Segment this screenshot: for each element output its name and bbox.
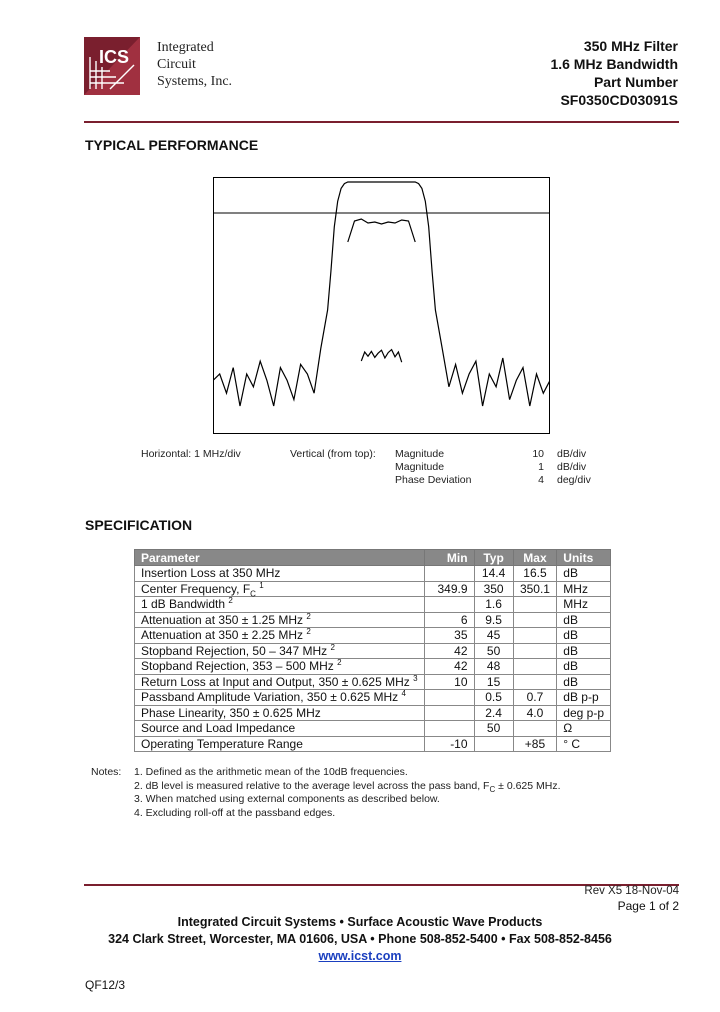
table-row <box>135 643 611 659</box>
footer-company-line: Integrated Circuit Systems • Surface Acoustic Wave Products <box>177 915 543 929</box>
min-cell: 42 <box>424 659 474 675</box>
min-cell: 35 <box>424 628 474 644</box>
column-header: Units <box>557 550 611 566</box>
units-cell: deg p-p <box>557 705 611 721</box>
table-row <box>135 721 611 737</box>
max-cell: 4.0 <box>513 705 557 721</box>
legend-horizontal: Horizontal: 1 MHz/div <box>141 448 241 460</box>
note-item: 4. Excluding roll-off at the passband edges. <box>134 806 336 819</box>
param-cell: Center Frequency, $F_C$ $^1$ <box>135 581 425 597</box>
footer-address-line: 324 Clark Street, Worcester, MA 01606, USA • Phone 508-852-5400 • Fax 508-852-8456 <box>108 932 612 946</box>
min-cell <box>424 705 474 721</box>
table-row <box>135 597 611 613</box>
revision-info <box>584 885 679 897</box>
notes-label: Notes: <box>91 766 122 778</box>
min-cell <box>424 597 474 613</box>
units-cell: Ω <box>557 721 611 737</box>
max-cell <box>513 597 557 613</box>
param-cell: Stopband Rejection, 50 – 347 MHz $^2$ <box>135 643 425 659</box>
param-cell: 1 dB Bandwidth $^2$ <box>135 597 425 613</box>
typ-cell: 50 <box>474 721 513 737</box>
legend-row-unit: dB/div <box>557 448 587 460</box>
company-line-3: Systems, Inc. <box>157 74 233 89</box>
min-cell: -10 <box>424 736 474 752</box>
document-title <box>550 37 678 109</box>
units-cell: dB <box>557 628 611 644</box>
units-cell: dB <box>557 674 611 690</box>
units-cell: dB <box>557 643 611 659</box>
max-cell: 16.5 <box>513 566 557 582</box>
max-cell <box>513 643 557 659</box>
table-row <box>135 705 611 721</box>
typ-cell: 9.5 <box>474 612 513 628</box>
title-line-4: SF0350CD03091S <box>560 92 678 108</box>
typ-cell: 50 <box>474 643 513 659</box>
units-cell: ° C <box>557 736 611 752</box>
min-cell <box>424 566 474 582</box>
typ-cell: 2.4 <box>474 705 513 721</box>
column-header: Min <box>424 550 474 566</box>
table-row <box>135 612 611 628</box>
column-header: Parameter <box>135 550 425 566</box>
table-row <box>135 659 611 675</box>
typ-cell: 48 <box>474 659 513 675</box>
max-cell: 0.7 <box>513 690 557 706</box>
legend-row-value: 10 <box>532 448 544 460</box>
typ-cell <box>474 736 513 752</box>
max-cell <box>513 721 557 737</box>
company-line-1: Integrated <box>157 40 214 55</box>
footer-url-wrapper <box>0 949 720 963</box>
note-item: 1. Defined as the arithmetic mean of the 10dB frequencies. <box>134 766 408 778</box>
min-cell: 42 <box>424 643 474 659</box>
param-cell: Source and Load Impedance <box>135 721 425 737</box>
legend-row-value: 1 <box>538 461 544 473</box>
min-cell: 349.9 <box>424 581 474 597</box>
table-row <box>135 581 611 597</box>
min-cell: 10 <box>424 674 474 690</box>
title-line-3: Part Number <box>593 74 678 90</box>
company-logo <box>84 37 140 95</box>
max-cell <box>513 674 557 690</box>
max-cell: 350.1 <box>513 581 557 597</box>
table-header-row <box>135 550 611 566</box>
typ-cell: 14.4 <box>474 566 513 582</box>
legend-row-value: 4 <box>538 474 544 486</box>
website-link[interactable]: www.icst.com <box>318 949 402 963</box>
title-line-1: 350 MHz Filter <box>583 38 678 54</box>
table-row <box>135 736 611 752</box>
typ-cell: 15 <box>474 674 513 690</box>
table-row <box>135 628 611 644</box>
min-cell <box>424 690 474 706</box>
document-code: QF12/3 <box>85 978 126 992</box>
min-cell <box>424 721 474 737</box>
specification-heading: SPECIFICATION <box>85 517 193 533</box>
legend-row-name: Phase Deviation <box>395 474 472 486</box>
typ-cell: 350 <box>474 581 513 597</box>
column-header: Max <box>513 550 557 566</box>
performance-heading: TYPICAL PERFORMANCE <box>85 137 259 153</box>
note-item: 2. dB level is measured relative to the average level across the pass band, $F_C \pm 0.625$ MHz. <box>134 779 561 794</box>
units-cell: dB p-p <box>557 690 611 706</box>
units-cell: dB <box>557 659 611 675</box>
note-item: 3. When matched using external components as described below. <box>134 793 440 805</box>
header-divider <box>84 121 679 123</box>
legend-row-name: Magnitude <box>395 461 445 473</box>
legend-row-name: Magnitude <box>395 448 445 460</box>
table-row <box>135 690 611 706</box>
param-cell: Stopband Rejection, 353 – 500 MHz $^2$ <box>135 659 425 675</box>
param-cell: Return Loss at Input and Output, 350 ± 0.625 MHz $^3$ <box>135 674 425 690</box>
param-cell: Attenuation at 350 ± 1.25 MHz $^2$ <box>135 612 425 628</box>
table-row <box>135 674 611 690</box>
legend-row-unit: dB/div <box>557 461 587 473</box>
param-cell: Passband Amplitude Variation, 350 ± 0.625 MHz $^4$ <box>135 690 425 706</box>
units-cell: dB <box>557 566 611 582</box>
column-header: Typ <box>474 550 513 566</box>
title-line-2: 1.6 MHz Bandwidth <box>550 56 678 72</box>
units-cell: MHz <box>557 597 611 613</box>
company-line-2: Circuit <box>157 57 196 72</box>
max-cell <box>513 612 557 628</box>
performance-chart <box>213 177 550 434</box>
param-cell: Insertion Loss at 350 MHz <box>135 566 425 582</box>
ics-logo-icon <box>84 37 140 95</box>
max-cell <box>513 628 557 644</box>
param-cell: Attenuation at 350 ± 2.25 MHz $^2$ <box>135 628 425 644</box>
typ-cell: 1.6 <box>474 597 513 613</box>
legend-row-unit: deg/div <box>557 474 591 486</box>
typ-cell: 0.5 <box>474 690 513 706</box>
max-cell <box>513 659 557 675</box>
min-cell: 6 <box>424 612 474 628</box>
logo-text: ICS <box>98 47 130 67</box>
chart-frame <box>214 178 550 434</box>
company-name <box>157 39 232 90</box>
legend-vertical-label: Vertical (from top): <box>290 448 376 460</box>
typ-cell: 45 <box>474 628 513 644</box>
specification-table <box>134 549 611 752</box>
param-cell: Operating Temperature Range <box>135 736 425 752</box>
revision-text: Rev X5 18-Nov-04 <box>584 885 679 897</box>
units-cell: MHz <box>557 581 611 597</box>
units-cell: dB <box>557 612 611 628</box>
notes-list <box>134 766 561 820</box>
param-cell: Phase Linearity, 350 ± 0.625 MHz <box>135 705 425 721</box>
page-number: Page 1 of 2 <box>617 899 679 913</box>
table-row <box>135 566 611 582</box>
max-cell: +85 <box>513 736 557 752</box>
